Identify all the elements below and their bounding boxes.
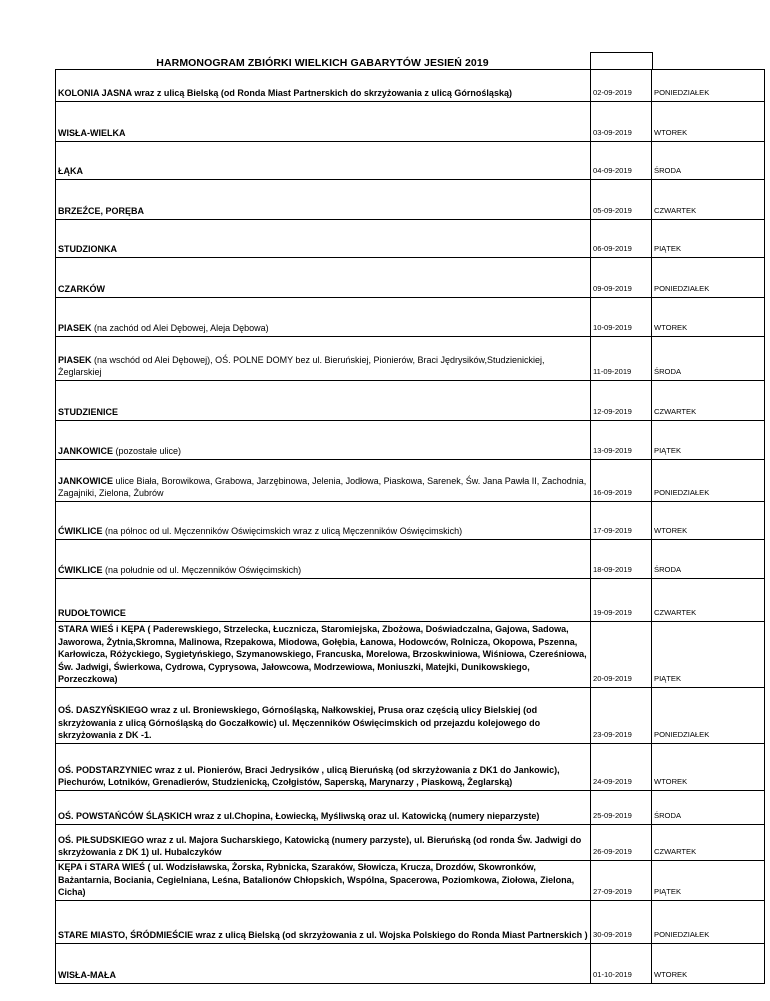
location-cell (56, 540, 591, 579)
table-row (56, 622, 765, 688)
location-bold-text: STUDZIONKA (58, 244, 117, 255)
location-cell (56, 220, 591, 258)
date-cell: 09-09-2019 (591, 258, 652, 298)
table-row (56, 337, 765, 381)
weekday-cell: WTOREK (652, 744, 765, 791)
location-cell (56, 421, 591, 460)
location-cell (56, 258, 591, 298)
location-normal-text: (pozostałe ulice) (115, 446, 182, 457)
weekday-cell: ŚRODA (652, 540, 765, 579)
date-cell: 05-09-2019 (591, 180, 652, 220)
weekday-cell: PIĄTEK (652, 421, 765, 460)
schedule-table (55, 69, 765, 984)
table-row (56, 460, 765, 502)
table-row (56, 381, 765, 421)
table-row (56, 298, 765, 337)
location-cell (56, 381, 591, 421)
location-bold-text: PIASEK (58, 323, 95, 334)
location-cell (56, 861, 591, 901)
location-cell (56, 579, 591, 622)
date-cell: 17-09-2019 (591, 502, 652, 540)
table-row (56, 180, 765, 220)
weekday-cell: CZWARTEK (652, 579, 765, 622)
location-cell (56, 943, 591, 983)
table-row (56, 943, 765, 983)
page-title: HARMONOGRAM ZBIÓRKI WIELKICH GABARYTÓW JESIEŃ 2019 (156, 57, 489, 69)
location-bold-text: OŚ. DASZYŃSKIEGO wraz z ul. Broniewskiego, Górnośląską, Nałkowskiej, Prusa oraz częścią ulicy Bielskiej (od skrzyżowania z ulicą Górnośląską do Goczałkowic) ul. Męczenników Oświęcimskich od przejazdu kolejowego do skrzyżowania z DK -1. (58, 705, 541, 741)
weekday-cell: ŚRODA (652, 791, 765, 825)
date-cell: 16-09-2019 (591, 460, 652, 502)
location-bold-text: STARE MIASTO, ŚRÓDMIEŚCIE wraz z ulicą Bielską (od skrzyżowania z ul. Wojska Polskiego do Ronda Miast Partnerskich ) (58, 930, 588, 941)
weekday-cell: PONIEDZIAŁEK (652, 688, 765, 744)
location-cell (56, 502, 591, 540)
location-cell (56, 744, 591, 791)
date-cell: 30-09-2019 (591, 900, 652, 943)
weekday-cell: WTOREK (652, 298, 765, 337)
date-cell: 23-09-2019 (591, 688, 652, 744)
weekday-cell: CZWARTEK (652, 825, 765, 861)
date-cell: 02-09-2019 (591, 70, 652, 102)
location-bold-text: OŚ. PIŁSUDSKIEGO wraz z ul. Majora Sucharskiego, Katowicką (numery parzyste), ul. Bieruńską (od ronda Św. Jadwigi do skrzyżowania z DK 1) ul. Hubalczyków (58, 834, 582, 858)
weekday-cell: CZWARTEK (652, 381, 765, 421)
location-bold-text: CZARKÓW (58, 284, 105, 295)
location-normal-text: ulice Biała, Borowikowa, Grabowa, Jarzębinowa, Jelenia, Jodłowa, Piaskowa, Sarenek, Św. Jana Pawła II, Zachodnia, Zagajniki, Zielona, Żubrów (58, 475, 587, 499)
location-cell (56, 825, 591, 861)
location-normal-text: (na wschód od Alei Dębowej), OŚ. POLNE DOMY bez ul. Bieruńskiej, Pionierów, Braci Jędrysików,Studzienickiej, Żeglarskiej (58, 354, 545, 378)
location-cell (56, 298, 591, 337)
schedule-body (56, 70, 765, 984)
table-row (56, 825, 765, 861)
date-cell: 04-09-2019 (591, 142, 652, 180)
weekday-cell: PONIEDZIAŁEK (652, 258, 765, 298)
weekday-cell: PONIEDZIAŁEK (652, 70, 765, 102)
weekday-cell: CZWARTEK (652, 180, 765, 220)
location-cell (56, 460, 591, 502)
table-row (56, 900, 765, 943)
table-row (56, 579, 765, 622)
location-bold-text: ĆWIKLICE (58, 526, 105, 537)
weekday-cell: ŚRODA (652, 337, 765, 381)
location-cell (56, 791, 591, 825)
date-cell: 11-09-2019 (591, 337, 652, 381)
date-cell: 25-09-2019 (591, 791, 652, 825)
location-bold-text: WISŁA-MAŁA (58, 970, 116, 981)
weekday-cell: PONIEDZIAŁEK (652, 900, 765, 943)
date-cell: 27-09-2019 (591, 861, 652, 901)
location-bold-text: STUDZIENICE (58, 407, 119, 418)
location-bold-text: PIASEK (58, 354, 95, 365)
location-bold-text: WISŁA-WIELKA (58, 128, 126, 139)
location-cell (56, 900, 591, 943)
table-row (56, 861, 765, 901)
location-bold-text: OŚ. POWSTAŃCÓW ŚLĄSKICH wraz z ul.Chopina, Łowiecką, Myśliwską oraz ul. Katowicką (numery nieparzyste) (58, 811, 540, 822)
date-cell: 26-09-2019 (591, 825, 652, 861)
location-cell (56, 70, 591, 102)
weekday-cell: PIĄTEK (652, 220, 765, 258)
location-cell (56, 337, 591, 381)
location-cell (56, 180, 591, 220)
table-row (56, 70, 765, 102)
location-cell (56, 688, 591, 744)
weekday-cell: PONIEDZIAŁEK (652, 460, 765, 502)
date-cell: 13-09-2019 (591, 421, 652, 460)
location-bold-text: KĘPA i STARA WIEŚ ( ul. Wodzisławska, Żorska, Rybnicka, Szaraków, Słowicza, Krucza, Drozdów, Skowronków, Bażantarnia, Bociania, Cegielniana, Leśna, Batalionów Chłopskich, Wspólna, Spacerowa, Poziomkowa, Ziołowa, Zielona, Cicha) (58, 862, 575, 898)
date-cell: 10-09-2019 (591, 298, 652, 337)
date-cell: 12-09-2019 (591, 381, 652, 421)
table-row (56, 421, 765, 460)
location-bold-text: ŁĄKA (58, 166, 83, 177)
table-row (56, 258, 765, 298)
table-row (56, 502, 765, 540)
location-bold-text: ĆWIKLICE (58, 565, 105, 576)
table-row (56, 744, 765, 791)
location-bold-text: STARA WIEŚ i KĘPA ( Paderewskiego, Strzelecka, Łucznicza, Staromiejska, Zbożowa, Doświadczalna, Gajowa, Sadowa, Jaworowa, Żytnia,Skromna, Malinowa, Rzepakowa, Miodowa, Gołębia, Łanowa, Hodowców, Rolnicza, Okopowa, Pszenna, Karłowicza, Różyckiego, Sygietyńskiego, Szymanowskiego, Francuska, Morelowa, Brzoskwiniowa, Wiśniowa, Czereśniowa, Św. Jadwigi, Świerkowa, Cydrowa, Cyprysowa, Jałowcowa, Modrzewiowa, Moniuszki, Matejki, Dunikowskiego, Porzeczkowa) (58, 624, 587, 685)
location-normal-text: (na północ od ul. Męczenników Oświęcimskich wraz z ulicą Męczenników Oświęcimskich) (105, 526, 463, 537)
location-bold-text: RUDOŁTOWICE (58, 608, 126, 619)
location-bold-text: KOLONIA JASNA wraz z ulicą Bielską (od Ronda Miast Partnerskich do skrzyżowania z ulicą Górnośląską) (58, 88, 512, 99)
location-normal-text: (na zachód od Alei Dębowej, Aleja Dębowa) (94, 323, 269, 334)
location-cell (56, 622, 591, 688)
table-row (56, 102, 765, 142)
location-bold-text: JANKOWICE (58, 446, 116, 457)
date-cell: 03-09-2019 (591, 102, 652, 142)
weekday-cell: WTOREK (652, 943, 765, 983)
weekday-cell: ŚRODA (652, 142, 765, 180)
date-cell: 18-09-2019 (591, 540, 652, 579)
date-cell: 06-09-2019 (591, 220, 652, 258)
table-row (56, 688, 765, 744)
location-bold-text: JANKOWICE (58, 475, 116, 486)
date-cell: 24-09-2019 (591, 744, 652, 791)
header-empty-cell (590, 52, 653, 70)
table-row (56, 791, 765, 825)
date-cell: 01-10-2019 (591, 943, 652, 983)
location-cell (56, 102, 591, 142)
location-bold-text: BRZEŹCE, PORĘBA (58, 206, 145, 217)
table-row (56, 540, 765, 579)
weekday-cell: PIĄTEK (652, 622, 765, 688)
weekday-cell: WTOREK (652, 102, 765, 142)
weekday-cell: PIĄTEK (652, 861, 765, 901)
location-normal-text: (na południe od ul. Męczenników Oświęcimskich) (105, 565, 302, 576)
location-bold-text: OŚ. PODSTARZYNIEC wraz z ul. Pionierów, Braci Jedrysików , ulicą Bieruńską (od skrzyżowania z DK1 do Jankowic), Piechurów, Lotników, Grenadierów, Studzienicką, Czołgistów, Saperską, Marynarzy , Piaskową, Żeglarską) (58, 764, 560, 788)
table-row (56, 142, 765, 180)
date-cell: 20-09-2019 (591, 622, 652, 688)
date-cell: 19-09-2019 (591, 579, 652, 622)
location-cell (56, 142, 591, 180)
table-row (56, 220, 765, 258)
weekday-cell: WTOREK (652, 502, 765, 540)
